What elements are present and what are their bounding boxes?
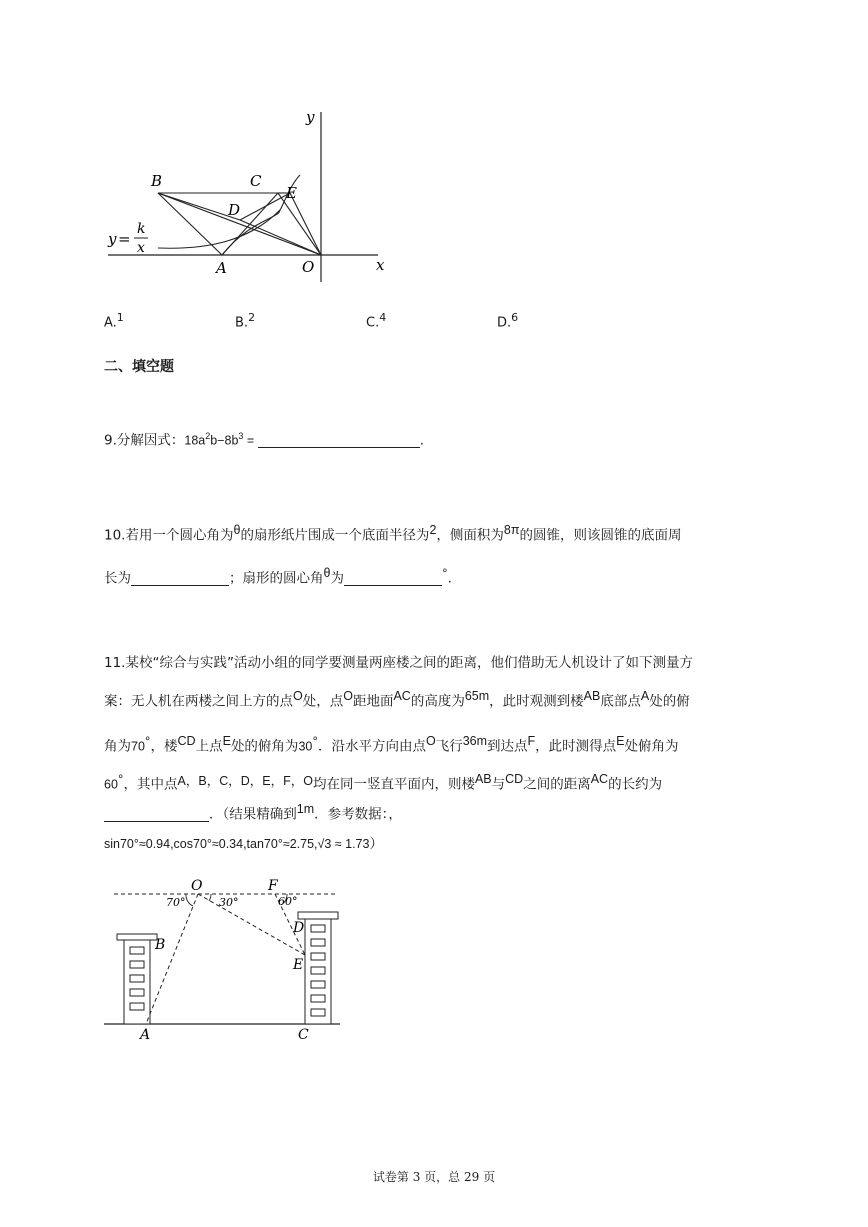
building-ab-roof — [117, 934, 157, 940]
label-O: O — [302, 258, 315, 276]
label-70: 70° — [166, 896, 186, 909]
choice-b[interactable]: B.$^2$ — [235, 311, 256, 331]
answer-blank-9[interactable] — [258, 433, 420, 448]
label-C: C — [298, 1027, 309, 1043]
label-60: 60° — [278, 895, 298, 908]
question-9: 9.分解因式：$18a^2b-8b^3$ = . — [104, 431, 424, 449]
label-D: D — [293, 920, 305, 936]
choice-d[interactable]: D.$^6$ — [497, 311, 519, 331]
question-10-line-2: 长为 ；扇形的圆心角$^\theta$为 °. — [104, 566, 452, 587]
label-O: O — [191, 878, 203, 894]
label-D: D — [228, 201, 241, 219]
label-B: B — [155, 937, 166, 953]
label-curve-k: k — [137, 221, 146, 237]
label-E: E — [293, 957, 304, 973]
buildings-diagram — [100, 875, 350, 1050]
label-y: y — [306, 108, 315, 126]
building-cd-roof — [298, 912, 338, 919]
label-A: A — [140, 1027, 151, 1043]
answer-blank-10a[interactable] — [131, 571, 229, 586]
label-curve-eq: = — [118, 230, 131, 248]
choice-a[interactable]: A.$^1$ — [104, 311, 124, 331]
angle-arc-70 — [186, 894, 193, 906]
label-30: 30° — [219, 896, 239, 909]
question-11-line-3: 角为70°，楼$^{CD}$上点$^E$处的俯角为30°．沿水平方向由点$^O$飞行$^{36m}$到达点$^F$，此时测得点$^E$处俯角为 — [104, 734, 679, 755]
segment-EO — [290, 193, 321, 255]
label-curve-x: x — [137, 240, 145, 256]
label-x: x — [376, 256, 385, 274]
label-B: B — [151, 172, 163, 190]
section-title: 二、填空题 — [104, 359, 174, 375]
question-11-line-2: 案：无人机在两楼之间上方的点$^O$处，点$^O$距地面$^{AC}$的高度为$^{65m}$，此时观测到楼$^{AB}$底部点$^A$处的俯 — [104, 689, 690, 710]
question-11-line-5: ．（结果精确到$^{1m}$．参考数据：， — [104, 803, 402, 822]
label-C: C — [250, 172, 262, 190]
answer-blank-10b[interactable] — [344, 571, 442, 586]
label-E: E — [286, 184, 297, 202]
sight-line-OA — [146, 894, 198, 1024]
label-F: F — [268, 878, 278, 894]
choice-c[interactable]: C.$^4$ — [366, 311, 387, 331]
angle-arc-30 — [209, 894, 211, 901]
question-11-line-6: sin70°≈0.94,cos70°≈0.34,tan70°≈2.75,√3 ≈ 1.73） — [104, 836, 383, 852]
building-cd-windows — [311, 925, 325, 1016]
page-footer: 试卷第 3 页，总 29 页 — [372, 1170, 496, 1184]
question-10-line-1: 10.若用一个圆心角为$^\theta$的扇形纸片围成一个底面半径为$^2$，侧面积为$^{8\pi}$的圆锥，则该圆锥的底面周 — [104, 523, 682, 544]
answer-blank-11[interactable] — [104, 807, 209, 822]
question-11-line-1: 11.某校“综合与实践”活动小组的同学要测量两座楼之间的距离，他们借助无人机设计了如下测量方 — [104, 655, 693, 671]
coordinate-diagram — [100, 100, 400, 290]
label-A: A — [216, 259, 227, 277]
question-11-line-4: 60°，其中点A，B，C，D，E，F，O均在同一竖直平面内，则楼$^{AB}$与$^{CD}$之间的距离$^{AC}$的长约为 — [104, 772, 663, 793]
label-curve-y: y — [108, 230, 117, 248]
